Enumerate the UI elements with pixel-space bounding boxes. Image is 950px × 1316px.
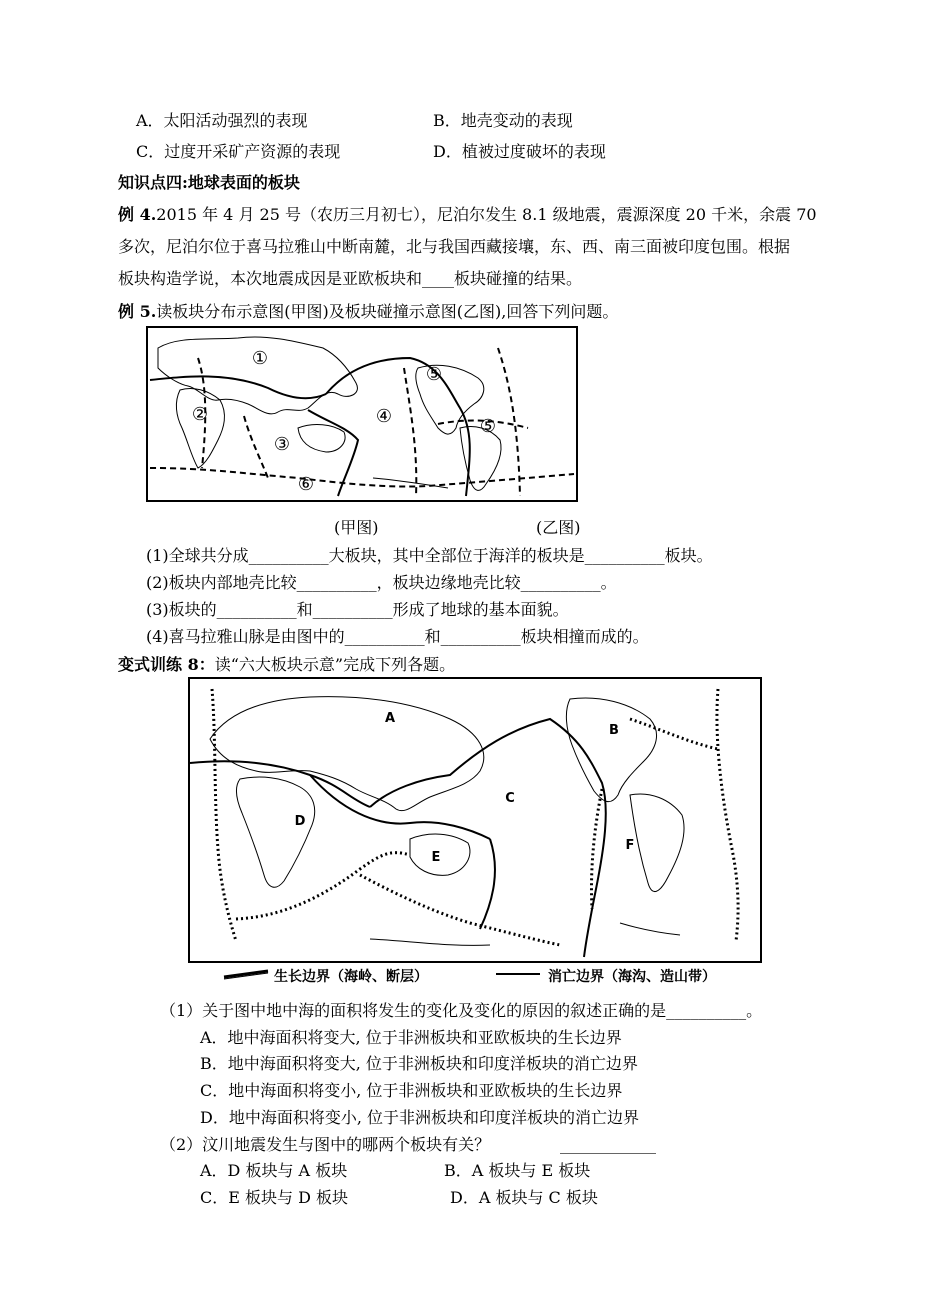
legend-die-symbol <box>494 967 542 981</box>
choice-a: A．太阳活动强烈的表现 <box>136 111 308 130</box>
map-jia-num-5a: ⑤ <box>425 364 443 385</box>
var8-q1-opt-b: B．地中海面积将变大, 位于非洲板块和印度洋板块的消亡边界 <box>200 1054 638 1073</box>
section-title: 知识点四:地球表面的板块 <box>118 173 300 192</box>
map-jia-num-1: ① <box>251 348 269 369</box>
example-4-label: 例 4. <box>118 205 157 224</box>
var8-q1-opt-c: C．地中海面积将变小, 位于非洲板块和亚欧板块的生长边界 <box>200 1081 623 1100</box>
choice-c: C．过度开采矿产资源的表现 <box>136 142 341 161</box>
var8-q1: （1）关于图中地中海的面积将发生的变化及变化的原因的叙述正确的是__________。 <box>160 1001 763 1020</box>
legend-die-text: 消亡边界（海沟、造山带） <box>548 969 716 985</box>
map-jia-num-2: ② <box>191 404 209 425</box>
var8-q1-opt-d: D．地中海面积将变小, 位于非洲板块和印度洋板块的消亡边界 <box>200 1108 640 1127</box>
caption-jia: (甲图) <box>334 518 379 537</box>
map-jia-num-5b: ⑤ <box>479 416 497 437</box>
ex5-q3: (3)板块的__________和__________形成了地球的基本面貌。 <box>146 600 569 619</box>
choice-d: D．植被过度破坏的表现 <box>433 142 606 161</box>
plate-label-b: B <box>609 723 619 738</box>
var8-q2-opt-b: B．A 板块与 E 板块 <box>444 1161 591 1180</box>
ex5-q2: (2)板块内部地壳比较__________，板块边缘地壳比较__________。 <box>146 573 617 592</box>
example-5-prompt-line <box>118 302 618 322</box>
var8-q2: （2）汶川地震发生与图中的哪两个板块有关？ <box>160 1135 491 1154</box>
plate-label-a: A <box>384 711 396 726</box>
ex5-q4: (4)喜马拉雅山脉是由图中的__________和__________板块相撞而成的。 <box>146 627 649 646</box>
six-plates-map-svg <box>190 679 760 961</box>
var8-q2-opt-a: A．D 板块与 A 板块 <box>200 1161 348 1180</box>
plate-map-jia <box>146 326 578 502</box>
variation-8-prompt: 读“六大板块示意”完成下列各题。 <box>214 655 456 674</box>
var8-q2-opt-d: D．A 板块与 C 板块 <box>450 1188 598 1207</box>
legend-grow-symbol <box>222 967 270 981</box>
example-4-text1: 2015 年 4 月 25 号（农历三月初七），尼泊尔发生 8.1 级地震，震源深度 20 千米，余震 70 <box>156 205 817 224</box>
map-legend <box>222 963 782 987</box>
caption-yi: (乙图) <box>536 518 581 537</box>
var8-q2-blank: ____________ <box>560 1135 656 1154</box>
map-jia-num-6: ⑥ <box>297 474 315 495</box>
plate-label-d: D <box>294 814 306 829</box>
map-jia-num-3: ③ <box>273 434 291 455</box>
map-jia-num-4: ④ <box>375 406 393 427</box>
variation-8-label: 变式训练 8： <box>118 655 215 674</box>
plate-label-e: E <box>431 850 441 865</box>
var8-q1-opt-a: A．地中海面积将变大, 位于非洲板块和亚欧板块的生长边界 <box>200 1028 622 1047</box>
plate-map-jia-svg <box>148 328 576 500</box>
var8-q2-opt-c: C．E 板块与 D 板块 <box>200 1188 349 1207</box>
example-4-line3: 板块构造学说，本次地震成因是亚欧板块和____板块碰撞的结果。 <box>118 269 583 288</box>
legend-grow-text: 生长边界（海岭、断层） <box>274 969 428 985</box>
plate-label-c: C <box>505 791 515 806</box>
six-plates-map <box>188 677 762 963</box>
example-4-line1 <box>118 205 817 225</box>
plate-label-f: F <box>625 838 635 853</box>
choice-b: B．地壳变动的表现 <box>433 111 573 130</box>
example-5-prompt: 读板块分布示意图(甲图)及板块碰撞示意图(乙图),回答下列问题。 <box>156 302 619 321</box>
variation-8-line <box>118 655 455 675</box>
ex5-q1: (1)全球共分成__________大板块，其中全部位于海洋的板块是__________板块。 <box>146 546 713 565</box>
example-5-label: 例 5. <box>118 302 157 321</box>
example-4-line2: 多次，尼泊尔位于喜马拉雅山中断南麓，北与我国西藏接壤，东、西、南三面被印度包围。根据 <box>118 237 791 256</box>
